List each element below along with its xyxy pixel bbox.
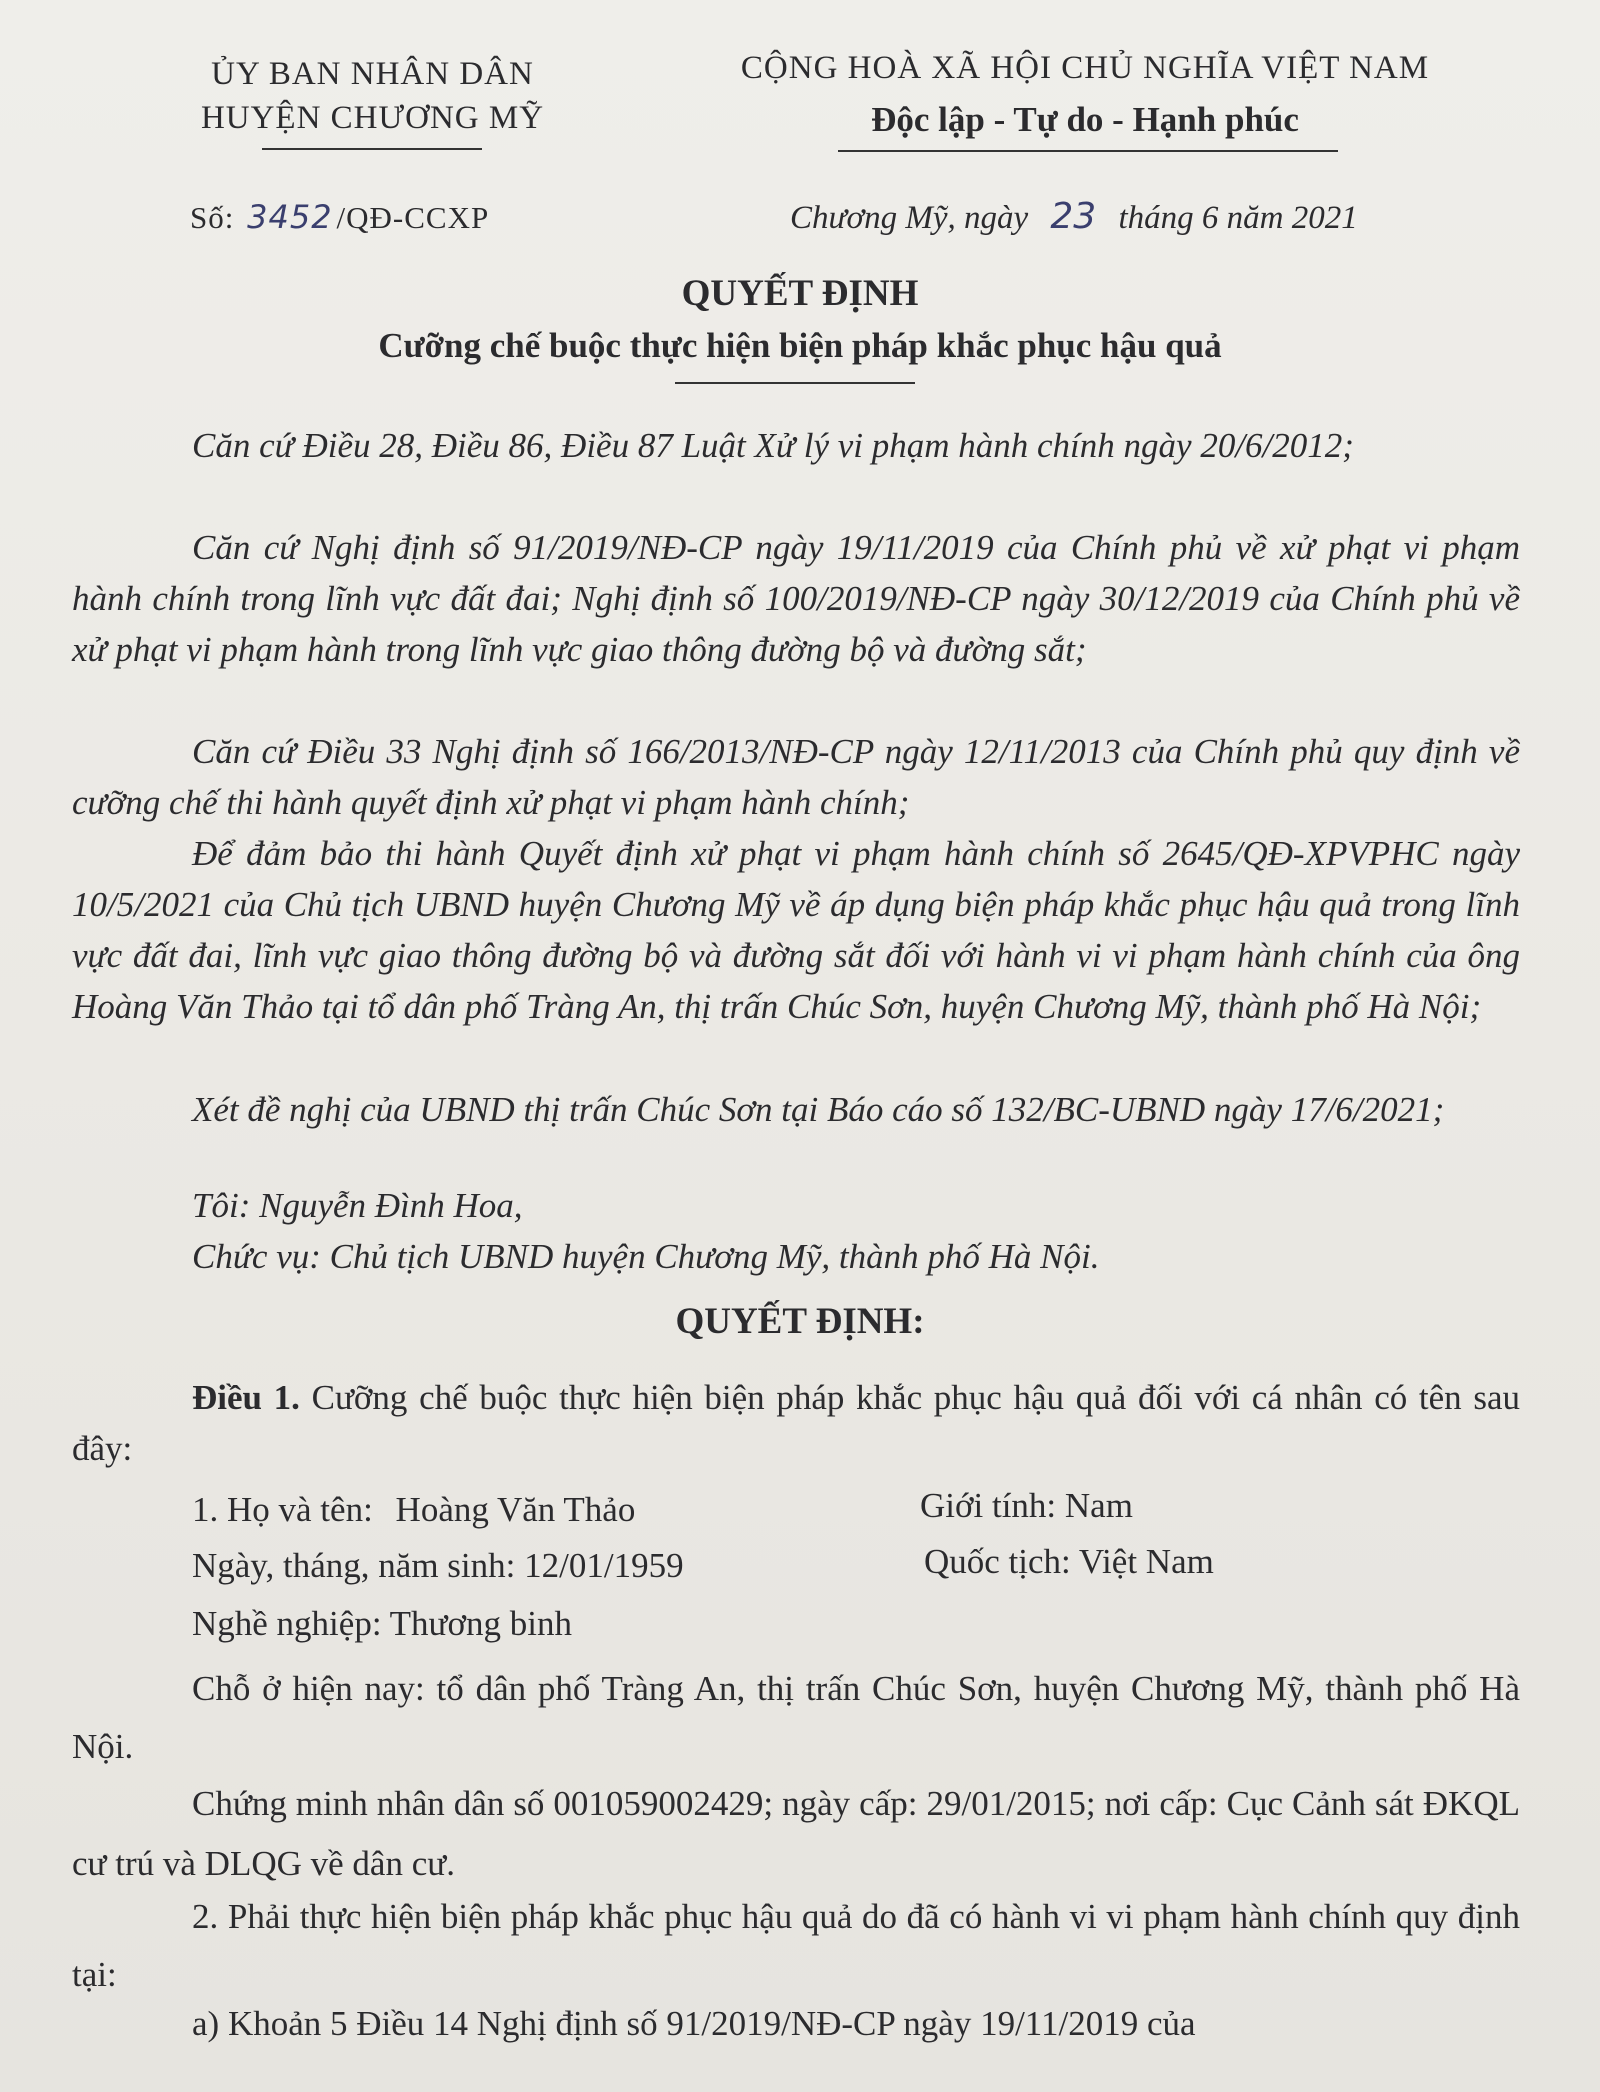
issuer-underline xyxy=(262,148,482,150)
nation-motto: Độc lập - Tự do - Hạnh phúc xyxy=(871,100,1299,139)
nation-line1: CỘNG HOÀ XÃ HỘI CHỦ NGHĨA VIỆT NAM xyxy=(740,50,1430,86)
document-subtitle: Cưỡng chế buộc thực hiện biện pháp khắc phục hậu quả xyxy=(378,326,1222,365)
occupation: Nghề nghiệp: Thương binh xyxy=(192,1604,572,1643)
article1-label: Điều 1. xyxy=(192,1378,300,1417)
article1-text: Cưỡng chế buộc thực hiện biện pháp khắc phục hậu quả đối với cá nhân có tên sau đây: xyxy=(72,1378,1521,1468)
issuer-line1: ỦY BAN NHÂN DÂN xyxy=(211,56,534,92)
preamble-proposal: Xét đề nghị của UBND thị trấn Chúc Sơn tại Báo cáo số 132/BC-UBND ngày 17/6/2021; xyxy=(192,1090,1445,1129)
document-title: QUYẾT ĐỊNH xyxy=(681,273,919,314)
residence: Chỗ ở hiện nay: tổ dân phố Tràng An, thị trấn Chúc Sơn, huyện Chương Mỹ, thành phố Hà Nội. xyxy=(72,1669,1520,1766)
article1-intro xyxy=(72,1372,1520,1474)
date-suffix: tháng 6 năm 2021 xyxy=(1118,200,1358,236)
article1-item2a: a) Khoản 5 Điều 14 Nghị định số 91/2019/NĐ-CP ngày 19/11/2019 của xyxy=(192,2004,1196,2043)
reference-number xyxy=(190,198,489,236)
decide-heading: QUYẾT ĐỊNH: xyxy=(675,1301,925,1342)
preamble-law: Căn cứ Điều 28, Điều 86, Điều 87 Luật Xử lý vi phạm hành chính ngày 20/6/2012; xyxy=(192,426,1354,465)
issuer-line2: HUYỆN CHƯƠNG MỸ xyxy=(200,100,545,136)
nationality: Quốc tịch: Việt Nam xyxy=(924,1542,1214,1581)
signer-position: Chức vụ: Chủ tịch UBND huyện Chương Mỹ, thành phố Hà Nội. xyxy=(192,1237,1100,1276)
date-handwritten-day: 23 xyxy=(1050,196,1097,237)
date-line xyxy=(790,196,1358,237)
ref-handwritten-number: 3452 xyxy=(247,198,333,236)
preamble-enforcement: Để đảm bảo thi hành Quyết định xử phạt vi phạm hành chính số 2645/QĐ-XPVPHC ngày 10/5/2021 của Chủ tịch UBND huyện Chương Mỹ về áp dụng biện pháp khắc phục hậu quả trong lĩnh vực đất đai, lĩnh vực giao thông đường bộ và đường sắt đối với hành vi vi phạm hành chính của ông Hoàng Văn Thảo tại tổ dân phố Tràng An, thị trấn Chúc Sơn, huyện Chương Mỹ, thành phố Hà Nội; xyxy=(72,834,1520,1026)
signer-name: Tôi: Nguyễn Đình Hoa, xyxy=(192,1186,523,1225)
name-value: Hoàng Văn Thảo xyxy=(395,1490,636,1529)
id-card: Chứng minh nhân dân số 001059002429; ngày cấp: 29/01/2015; nơi cấp: Cục Cảnh sát ĐKQL cư trú và DLQG về dân cư. xyxy=(72,1784,1520,1883)
preamble-decree-166: Căn cứ Điều 33 Nghị định số 166/2013/NĐ-CP ngày 12/11/2013 của Chính phủ quy định về cưỡng chế thi hành quyết định xử phạt vi phạm hành chính; xyxy=(72,732,1520,822)
person-name-row xyxy=(192,1490,635,1530)
title-underline xyxy=(675,382,915,384)
gender: Giới tính: Nam xyxy=(920,1486,1133,1525)
date-of-birth: Ngày, tháng, năm sinh: 12/01/1959 xyxy=(192,1546,684,1585)
ref-suffix: /QĐ-CCXP xyxy=(336,200,490,235)
date-prefix: Chương Mỹ, ngày xyxy=(790,200,1029,236)
name-label: 1. Họ và tên: xyxy=(192,1490,373,1529)
article1-item2: 2. Phải thực hiện biện pháp khắc phục hậu quả do đã có hành vi vi phạm hành chính quy định tại: xyxy=(72,1897,1520,1994)
motto-underline xyxy=(838,150,1338,152)
preamble-decrees: Căn cứ Nghị định số 91/2019/NĐ-CP ngày 19/11/2019 của Chính phủ về xử phạt vi phạm hành chính trong lĩnh vực đất đai; Nghị định số 100/2019/NĐ-CP ngày 30/12/2019 của Chính phủ về xử phạt vi phạm hành trong lĩnh vực giao thông đường bộ và đường sắt; xyxy=(72,528,1520,669)
ref-prefix: Số: xyxy=(190,200,235,235)
